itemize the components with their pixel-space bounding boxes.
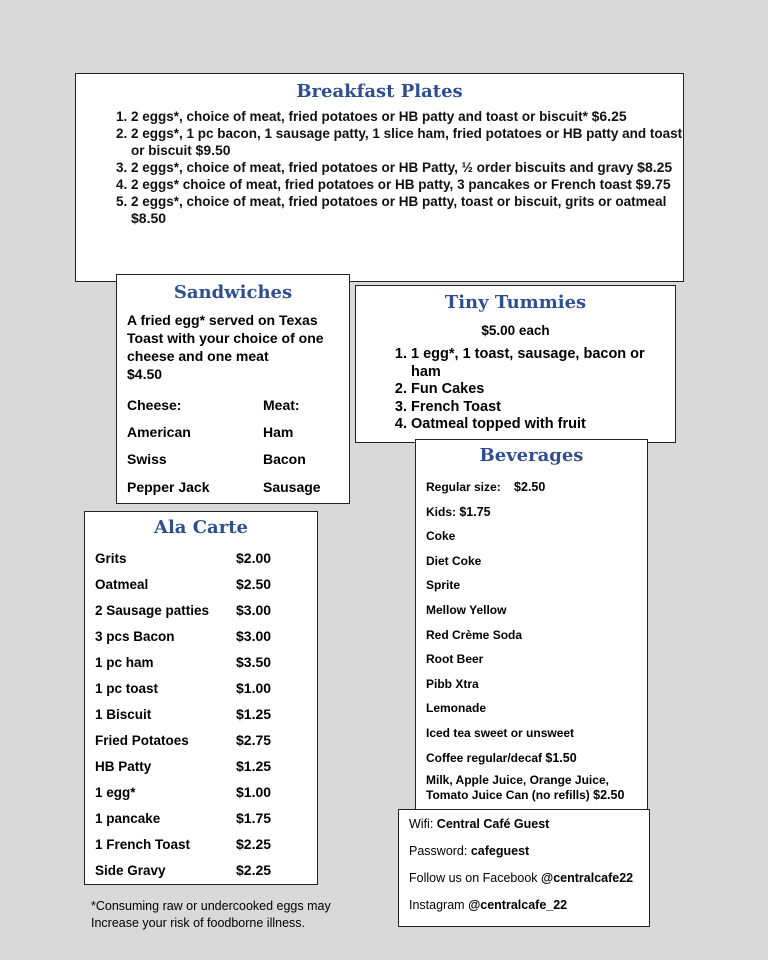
item-name: 1 French Toast	[95, 836, 191, 852]
tiny-tummies-price: $5.00 each	[481, 323, 550, 338]
egg-warning-footnote	[91, 898, 371, 932]
list-item: Diet Coke	[426, 553, 482, 568]
list-item	[426, 746, 647, 771]
table-row	[92, 831, 274, 857]
list-item	[409, 816, 649, 843]
table-row	[92, 597, 274, 623]
facebook-handle: @centralcafe22	[541, 871, 634, 885]
breakfast-list	[76, 108, 683, 227]
cheese-header: Cheese:	[127, 396, 182, 413]
table-row	[92, 675, 274, 701]
table-row	[124, 473, 324, 501]
list-item	[409, 897, 649, 924]
table-row	[92, 857, 274, 883]
sandwich-options-table	[124, 391, 324, 501]
cheese-option: American	[127, 423, 191, 440]
item-name: HB Patty	[95, 758, 152, 774]
juice-price: $2.50	[593, 788, 625, 803]
list-item: 4. Oatmeal topped with fruit	[411, 416, 661, 434]
coffee-price: $1.50	[545, 750, 577, 765]
cheese-option: Swiss	[127, 451, 167, 468]
table-row	[92, 545, 274, 571]
item-price: $2.25	[236, 836, 272, 852]
item-description: 2 eggs*, 1 pc bacon, 1 sausage patty, 1 slice ham, fried potatoes or HB patty and toast or biscuit	[131, 126, 683, 158]
regular-size-label: Regular size:	[426, 480, 501, 494]
item-price: $9.50	[195, 142, 231, 158]
regular-size-price: $2.50	[514, 480, 546, 494]
password-label: Password:	[409, 844, 468, 858]
footnote-line: Increase your risk of foodborne illness.	[91, 916, 305, 930]
item-price: $1.00	[236, 784, 272, 800]
item-price: $1.25	[236, 758, 272, 774]
item-price: $8.50	[131, 210, 167, 226]
item-price: $3.50	[236, 654, 272, 670]
list-item: Coke	[426, 529, 456, 544]
item-name: Oatmeal	[95, 576, 149, 592]
table-row	[92, 753, 274, 779]
list-item	[426, 475, 647, 500]
tiny-tummies-title: Tiny Tummies	[444, 292, 587, 313]
table-row	[124, 446, 324, 474]
list-item	[131, 108, 683, 125]
item-name: 1 Biscuit	[95, 706, 152, 722]
item-price: $6.25	[591, 108, 627, 124]
item-description: 2 eggs*, choice of meat, fried potatoes or HB patty, toast or biscuit, grits or oatmeal	[131, 194, 667, 209]
item-price: $2.50	[236, 576, 272, 592]
facebook-label: Follow us on Facebook	[409, 871, 538, 885]
list-item	[131, 193, 683, 227]
item-price: $9.75	[635, 176, 671, 192]
list-item: Pibb Xtra	[426, 676, 479, 691]
ala-carte-section	[84, 511, 318, 885]
table-row	[92, 779, 274, 805]
list-item: Red Crème Soda	[426, 627, 523, 642]
item-price: $3.00	[236, 628, 272, 644]
sandwiches-title: Sandwiches	[173, 282, 293, 303]
ala-carte-title: Ala Carte	[154, 517, 248, 538]
table-row	[92, 571, 274, 597]
list-item	[131, 159, 683, 176]
item-name: Grits	[95, 550, 127, 566]
table-row	[92, 649, 274, 675]
table-row	[92, 701, 274, 727]
table-row	[92, 805, 274, 831]
cheese-option: Pepper Jack	[127, 478, 210, 495]
item-price: $8.25	[637, 159, 673, 175]
beverages-list	[426, 475, 647, 803]
sandwich-intro: A fried egg* served on Texas Toast with your choice of one cheese and one meat	[127, 312, 324, 364]
tiny-tummies-section	[355, 285, 676, 443]
list-item	[409, 843, 649, 870]
list-item: 2. Fun Cakes	[411, 381, 661, 399]
list-item: 3. French Toast	[411, 399, 661, 417]
item-name: 1 pc toast	[95, 680, 159, 696]
item-description: 2 eggs*, choice of meat, fried potatoes or HB Patty, ½ order biscuits and gravy	[131, 160, 634, 175]
sandwich-price: $4.50	[127, 366, 163, 382]
list-item	[426, 500, 647, 525]
kids-price: $1.75	[459, 504, 491, 519]
wifi-password: cafeguest	[470, 844, 530, 858]
wifi-info-section	[398, 809, 650, 927]
list-item	[131, 125, 683, 159]
item-description: 2 eggs*, choice of meat, fried potatoes or HB patty and toast or biscuit*	[131, 109, 588, 124]
sandwich-description	[127, 311, 345, 383]
item-price: $1.00	[236, 680, 272, 696]
list-item: Sprite	[426, 578, 461, 593]
item-price: $2.00	[236, 550, 272, 566]
list-item	[426, 770, 647, 803]
item-name: 3 pcs Bacon	[95, 628, 175, 644]
sandwiches-section	[116, 274, 350, 504]
item-price: $3.00	[236, 602, 272, 618]
juice-label: Milk, Apple Juice, Orange Juice, Tomato Juice Can (no refills)	[426, 773, 609, 803]
instagram-handle: @centralcafe_22	[468, 898, 568, 912]
list-item: Root Beer	[426, 652, 484, 667]
item-price: $1.25	[236, 706, 272, 722]
wifi-network: Central Café Guest	[436, 817, 550, 831]
list-item	[409, 870, 649, 897]
kids-label: Kids:	[426, 504, 456, 519]
breakfast-plates-section	[75, 73, 684, 282]
footnote-line: *Consuming raw or undercooked eggs may	[91, 899, 331, 913]
item-name: 1 egg*	[95, 784, 136, 800]
item-price: $1.75	[236, 810, 272, 826]
coffee-label: Coffee regular/decaf	[426, 750, 543, 765]
list-item: 1. 1 egg*, 1 toast, sausage, bacon or ham	[411, 346, 661, 381]
table-row	[124, 418, 324, 446]
item-name: Fried Potatoes	[95, 732, 189, 748]
beverages-title: Beverages	[479, 445, 584, 466]
meat-option: Bacon	[263, 451, 306, 468]
ala-carte-table	[92, 545, 274, 883]
list-item	[131, 176, 683, 193]
item-price: $2.25	[236, 862, 272, 878]
table-row	[92, 727, 274, 753]
list-item: Mellow Yellow	[426, 602, 507, 617]
table-row	[92, 623, 274, 649]
breakfast-title: Breakfast Plates	[296, 81, 463, 102]
list-item: Iced tea sweet or unsweet	[426, 725, 575, 740]
item-name: Side Gravy	[95, 862, 166, 878]
meat-option: Ham	[263, 423, 294, 440]
instagram-label: Instagram	[409, 898, 465, 912]
list-item: Lemonade	[426, 701, 487, 716]
wifi-label: Wifi:	[409, 817, 434, 831]
meat-header: Meat:	[263, 396, 300, 413]
item-price: $2.75	[236, 732, 272, 748]
item-name: 1 pancake	[95, 810, 161, 826]
tiny-tummies-list	[356, 346, 661, 434]
item-name: 2 Sausage patties	[95, 602, 210, 618]
wifi-info-list	[409, 816, 649, 924]
meat-option: Sausage	[263, 478, 321, 495]
beverages-section	[415, 439, 648, 811]
item-description: 2 eggs* choice of meat, fried potatoes or HB patty, 3 pancakes or French toast	[131, 177, 632, 192]
item-name: 1 pc ham	[95, 654, 154, 670]
